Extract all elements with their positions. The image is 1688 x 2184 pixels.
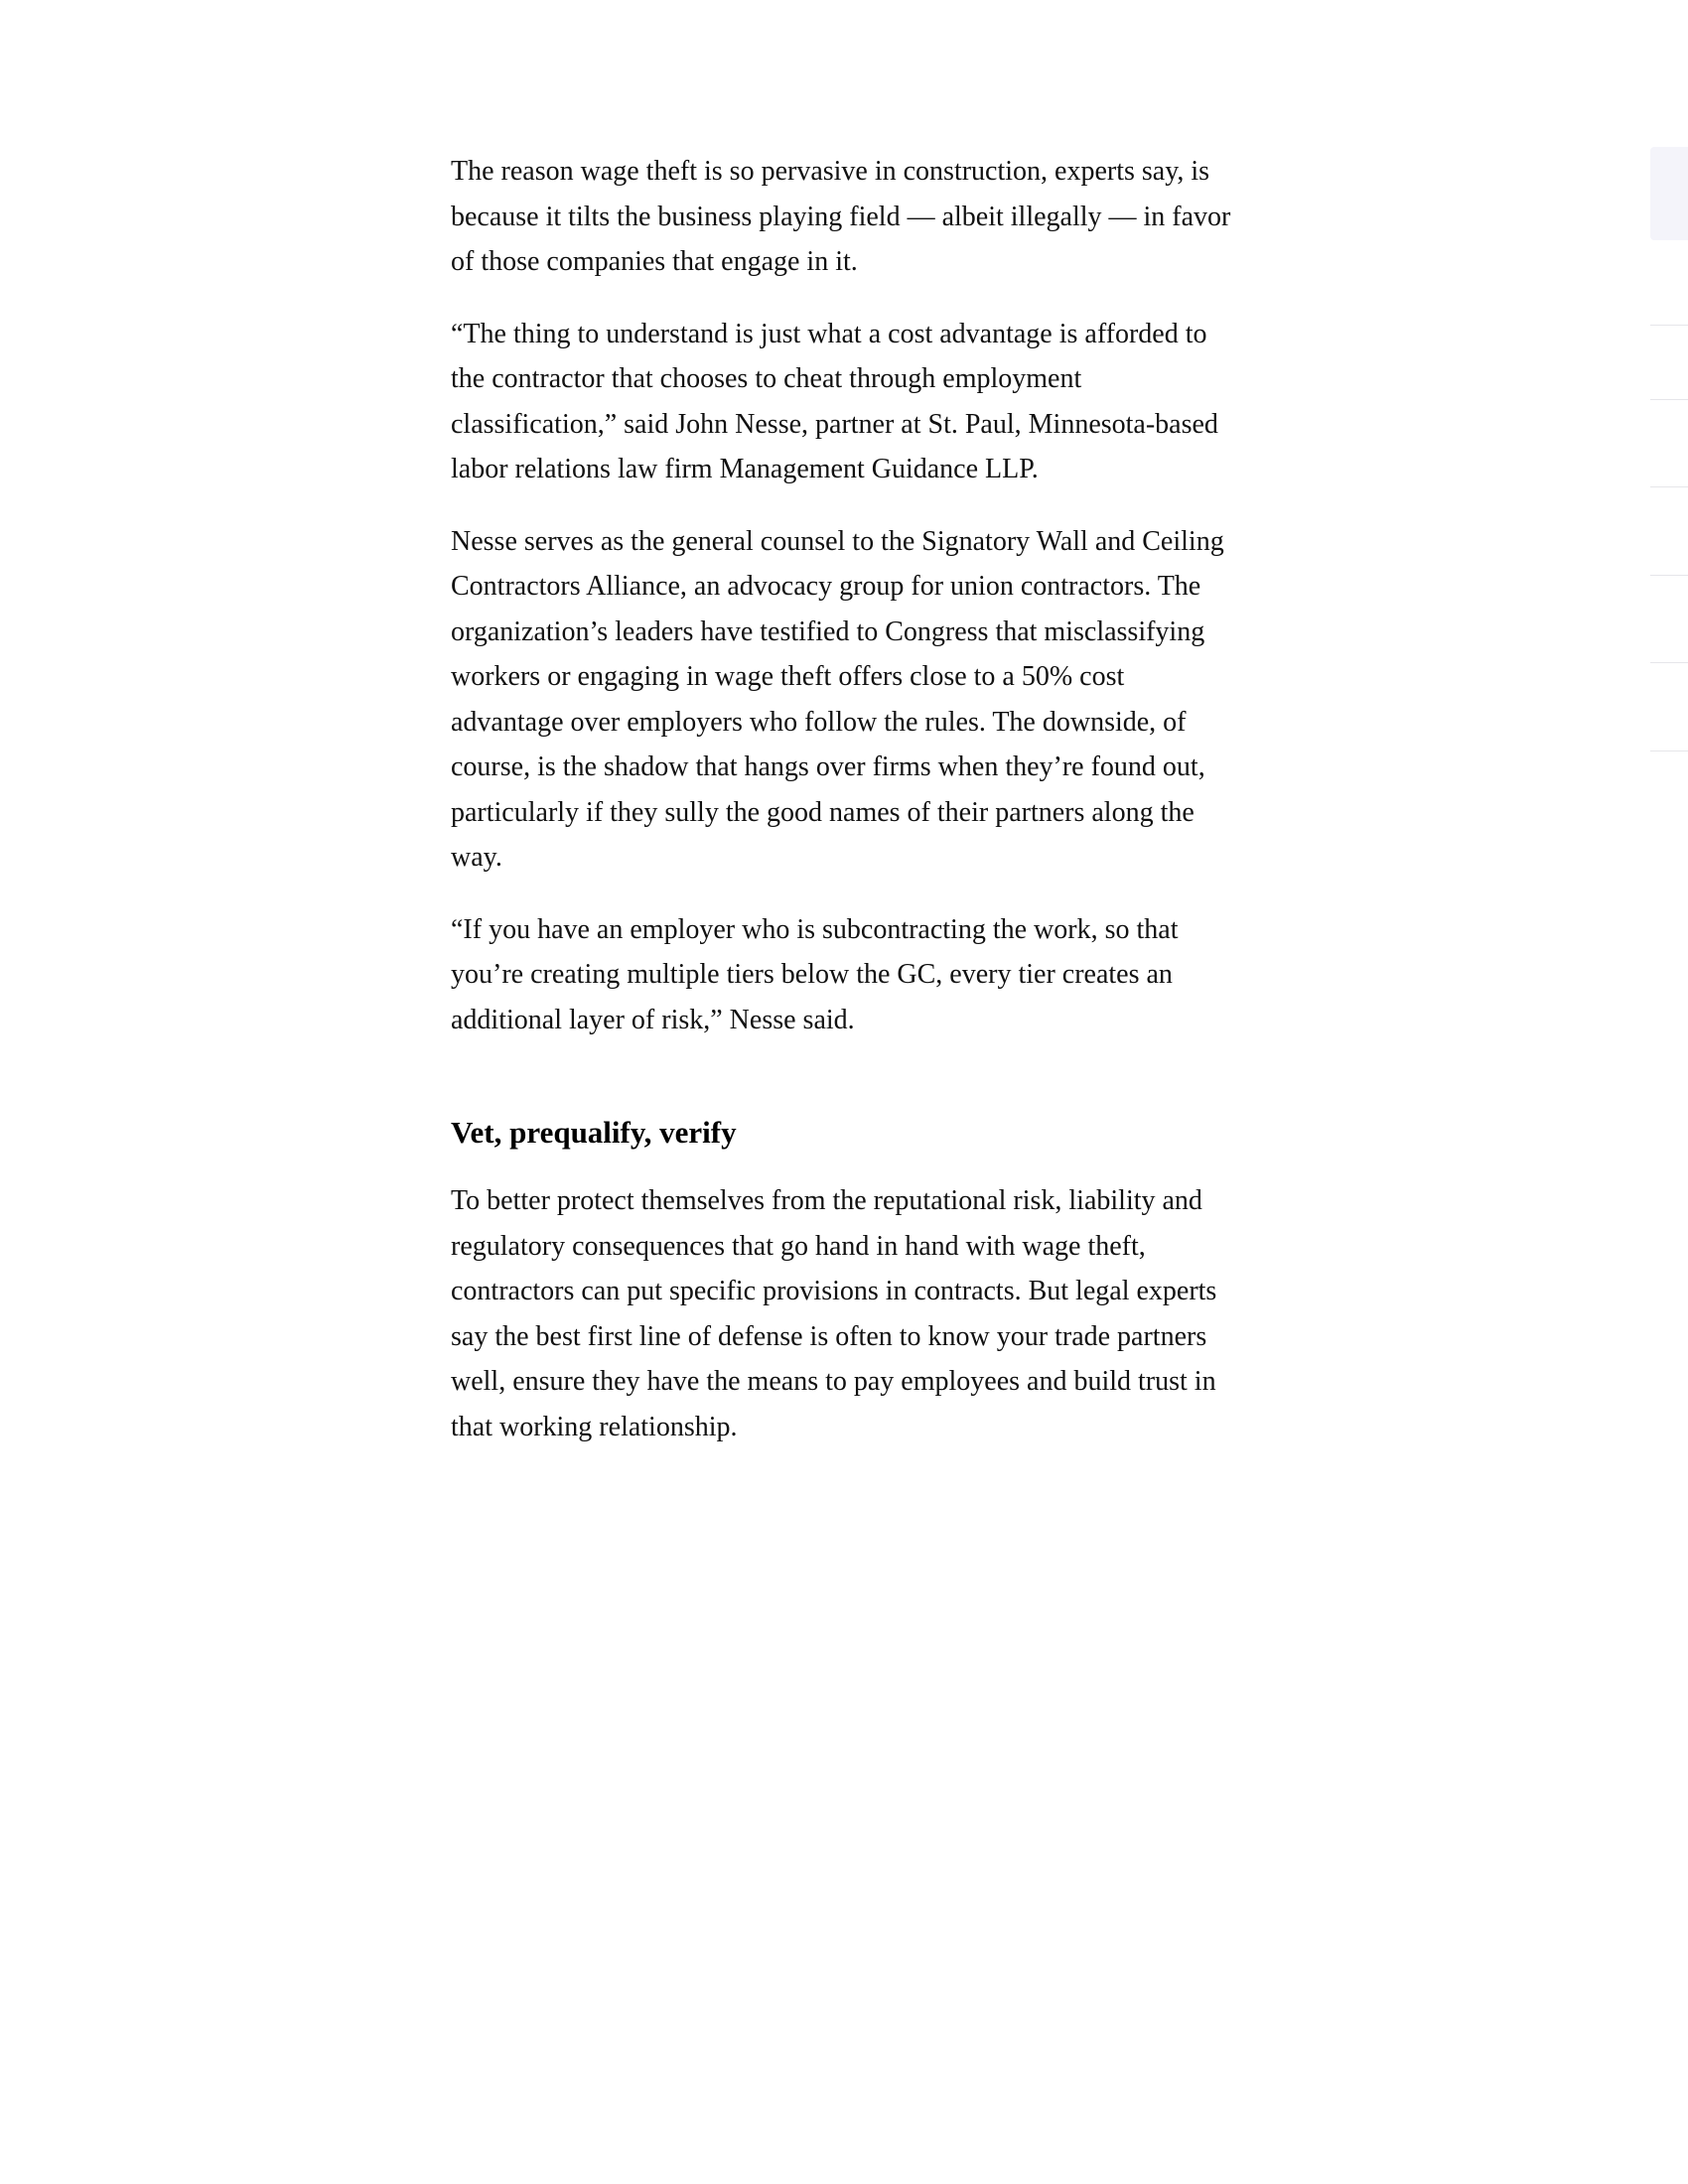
paragraph-3: Nesse serves as the general counsel to the Signatory Wall and Ceiling Contractors Alliance, an advocacy group for union contractors. The organization’s leaders have testified to Congress that misclassifying workers or engaging in wage theft offers close to a 50% cost advantage over employers who follow the rules. The downside, of course, is the shadow that hangs over firms when they’re found out, particularly if they sully the good names of their partners along the way. [451,525,1224,873]
paragraph-1: The reason wage theft is so pervasive in construction, experts say, is because it tilts the business playing field — albeit illegally — in favor of those companies that engage in it. [451,156,1231,277]
rail-divider [1650,662,1688,663]
section-heading: Vet, prequalify, verify [451,1115,737,1150]
rail-divider [1650,486,1688,487]
rail-ad-placeholder [1650,147,1688,240]
rail-divider [1650,399,1688,400]
rail-divider [1650,575,1688,576]
paragraph-5: To better protect themselves from the reputational risk, liability and regulatory consequences that go hand in hand with wage theft, contractors can put specific provisions in contracts. But legal experts say the best first line of defense is often to know your trade partners well, ensure they have the means to pay employees and build trust in that working relationship. [451,1185,1217,1442]
paragraph-2: “The thing to understand is just what a cost advantage is afforded to the contractor that chooses to cheat through employment classification,” said John Nesse, partner at St. Paul, Minnesota-based labor relations law firm Management Guidance LLP. [451,318,1218,484]
rail-divider [1650,325,1688,326]
article-body [451,149,1235,1476]
paragraph-4: “If you have an employer who is subcontracting the work, so that you’re creating multiple tiers below the GC, every tier creates an additional layer of risk,” Nesse said. [451,913,1179,1035]
right-side-rail [1650,0,1688,794]
